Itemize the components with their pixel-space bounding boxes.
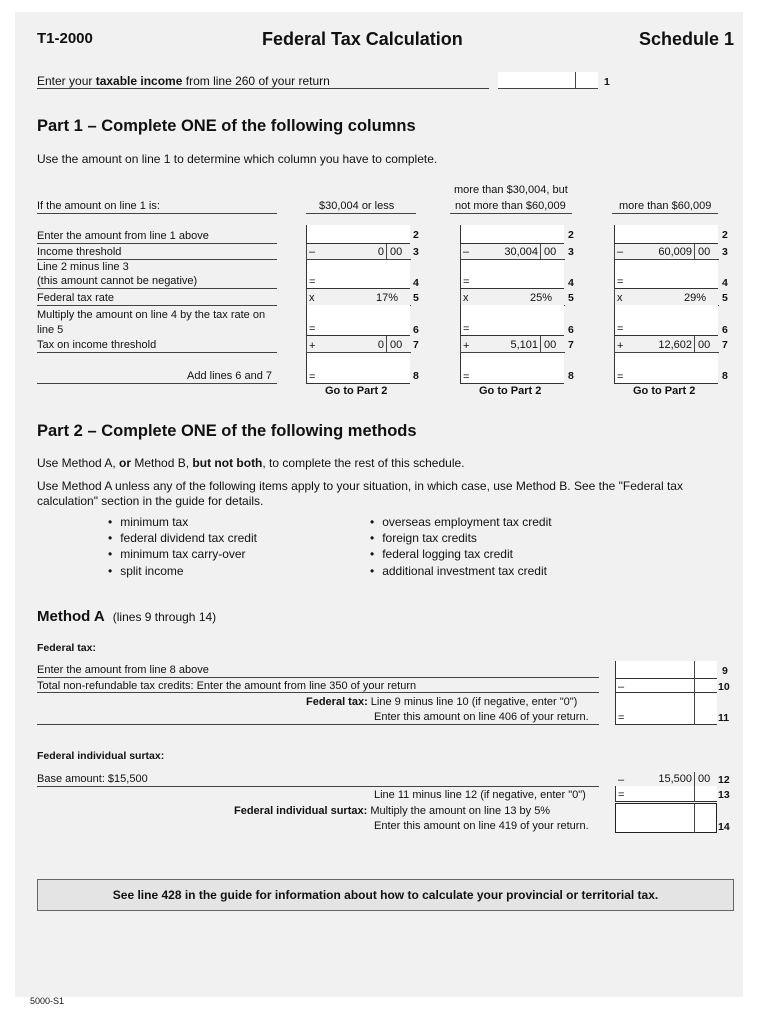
- col3-line6-number: 6: [722, 324, 728, 336]
- row7-label: Tax on income threshold: [37, 339, 157, 351]
- line13-cents-sep: [694, 786, 695, 802]
- col3-line8-number: 8: [722, 370, 728, 382]
- form-id: T1-2000: [37, 30, 93, 47]
- col2-threshold-dollars: 30,004: [504, 246, 538, 258]
- col1-line8-number: 8: [413, 370, 419, 382]
- col1-line4-input[interactable]: [306, 260, 410, 289]
- col1-line5-number: 5: [413, 292, 419, 304]
- line10-number: 10: [718, 681, 730, 693]
- col1-threshold-cents: 00: [390, 246, 403, 258]
- row2-label: Enter the amount from line 1 above: [37, 230, 209, 242]
- col3-header-underline: [612, 213, 718, 214]
- row3-label: Income threshold: [37, 246, 122, 258]
- bullet-minimum-tax: • minimum tax: [108, 515, 188, 529]
- col3-line4-number: 4: [722, 277, 728, 289]
- bullet-additional-investment: • additional investment tax credit: [370, 564, 547, 578]
- line12-number: 12: [718, 774, 730, 786]
- line12-label: Base amount: $15,500: [37, 773, 148, 785]
- col1-header: $30,004 or less: [319, 200, 395, 212]
- page-title: Federal Tax Calculation: [262, 29, 463, 49]
- row5-label: Federal tax rate: [37, 292, 115, 304]
- form-code-footer: 5000-S1: [30, 996, 65, 1006]
- col3-rate: 29%: [683, 292, 706, 304]
- line11-label: Federal tax: Line 9 minus line 10 (if negative, enter "0"): [306, 696, 578, 708]
- col1-cents-sep: [386, 244, 387, 260]
- col1-line4-number: 4: [413, 277, 419, 289]
- col3-times-symbol: x: [617, 292, 623, 304]
- col3-equals-symbol: =: [617, 276, 624, 288]
- col2-line4-input[interactable]: [460, 260, 564, 289]
- line12-cents-sep: [694, 772, 695, 786]
- col2-header-line1: more than $30,004, but: [454, 184, 568, 196]
- line10-cents-sep: [694, 679, 695, 693]
- line11-equals-symbol: =: [618, 712, 625, 724]
- col1-header-underline: [306, 213, 416, 214]
- col2-line7-number: 7: [568, 339, 574, 351]
- col2-line6-input[interactable]: [460, 305, 564, 336]
- row6-label-a: Multiply the amount on line 4 by the tax rate on: [37, 309, 266, 321]
- cents-separator: [575, 72, 576, 89]
- col2-goto-part2: Go to Part 2: [479, 385, 542, 397]
- line13-equals-symbol: =: [618, 789, 625, 801]
- provincial-tax-banner: See line 428 in the guide for information about how to calculate your provincial or territorial tax.: [37, 879, 734, 911]
- line11-input[interactable]: [615, 693, 717, 725]
- line10-label: Total non-refundable tax credits: Enter the amount from line 350 of your return: [37, 680, 417, 692]
- col1-line7-number: 7: [413, 339, 419, 351]
- line12-cents: 00: [698, 773, 711, 785]
- col2-line4-number: 4: [568, 277, 574, 289]
- col3-header: more than $60,009: [619, 200, 712, 212]
- col1-line2-input[interactable]: [306, 225, 410, 244]
- line13-number: 13: [718, 789, 730, 801]
- line14-number: 14: [718, 821, 730, 833]
- col3-goto-part2: Go to Part 2: [633, 385, 696, 397]
- col1-rate: 17%: [375, 292, 398, 304]
- row4-label-a: Line 2 minus line 3: [37, 261, 129, 273]
- bullet-foreign-tax: • foreign tax credits: [370, 531, 477, 545]
- col3-line8-input[interactable]: [614, 353, 718, 384]
- line12-underline: [37, 786, 599, 787]
- col3-line5-number: 5: [722, 292, 728, 304]
- row3-underline: [37, 259, 277, 260]
- row7-underline: [37, 352, 277, 353]
- line11-instruction: Enter this amount on line 406 of your return.: [374, 711, 589, 723]
- col1-plus-symbol: +: [309, 340, 316, 352]
- col2-cents-sep: [540, 244, 541, 260]
- col3-threshold-cents: 00: [698, 246, 711, 258]
- col3-minus-symbol: –: [617, 246, 624, 258]
- col2-line8-input[interactable]: [460, 353, 564, 384]
- row4-underline: [37, 288, 277, 289]
- col1-tax-dollars: 0: [377, 339, 384, 351]
- part1-instruction: Use the amount on line 1 to determine which column you have to complete.: [37, 152, 438, 166]
- col1-line6-input[interactable]: [306, 305, 410, 336]
- col2-tax-dollars: 5,101: [510, 339, 538, 351]
- col3-line3-number: 3: [722, 246, 728, 258]
- col1-line6-number: 6: [413, 324, 419, 336]
- col3-line6-input[interactable]: [614, 305, 718, 336]
- col1-equals-symbol-8: =: [309, 371, 316, 383]
- col1-line8-input[interactable]: [306, 353, 410, 384]
- line1-underline: [37, 88, 489, 89]
- col2-line3-number: 3: [568, 246, 574, 258]
- col3-threshold-dollars: 60,009: [658, 246, 692, 258]
- col1-cents-sep-7: [386, 336, 387, 353]
- col2-line2-input[interactable]: [460, 225, 564, 244]
- part1-heading: Part 1 – Complete ONE of the following columns: [37, 117, 416, 135]
- col1-threshold-dollars: 0: [377, 246, 384, 258]
- col2-equals-symbol-8: =: [463, 371, 470, 383]
- bullet-overseas-employment: • overseas employment tax credit: [370, 515, 552, 529]
- col1-line2-number: 2: [413, 229, 419, 241]
- col2-equals-symbol: =: [463, 276, 470, 288]
- line14-cents-sep: [694, 803, 695, 833]
- line14-label: Federal individual surtax: Multiply the amount on line 13 by 5%: [234, 805, 551, 817]
- line13-label: Line 11 minus line 12 (if negative, enter "0"): [374, 789, 586, 801]
- col2-header-line2: not more than $60,009: [455, 200, 566, 212]
- col2-header-underline: [450, 213, 572, 214]
- row8-label: Add lines 6 and 7: [187, 370, 273, 382]
- col2-line6-number: 6: [568, 324, 574, 336]
- line9-number: 9: [722, 665, 728, 677]
- part2-para-line1: Use Method A unless any of the following items apply to your situation, in which case, use Method B. See the "Federal tax: [37, 479, 683, 493]
- part2-heading: Part 2 – Complete ONE of the following methods: [37, 422, 417, 440]
- col3-line4-input[interactable]: [614, 260, 718, 289]
- col2-times-symbol: x: [463, 292, 469, 304]
- line9-label: Enter the amount from line 8 above: [37, 664, 209, 676]
- col2-cents-sep-7: [540, 336, 541, 353]
- col2-threshold-cents: 00: [544, 246, 557, 258]
- col3-equals-symbol-8: =: [617, 371, 624, 383]
- col3-cents-sep: [694, 244, 695, 260]
- col1-goto-part2: Go to Part 2: [325, 385, 388, 397]
- col1-equals-symbol: =: [309, 276, 316, 288]
- row8-underline: [37, 383, 277, 384]
- bullet-federal-logging: • federal logging tax credit: [370, 547, 513, 561]
- line12-minus-symbol: –: [618, 774, 625, 786]
- col2-rate: 25%: [529, 292, 552, 304]
- col3-line2-input[interactable]: [614, 225, 718, 244]
- col2-equals-symbol-6: =: [463, 323, 470, 335]
- row6-label-b: line 5: [37, 324, 64, 336]
- col1-equals-symbol-6: =: [309, 323, 316, 335]
- bullet-split-income: • split income: [108, 564, 184, 578]
- col1-tax-cents: 00: [390, 339, 403, 351]
- surtax-label: Federal individual surtax:: [37, 750, 165, 762]
- if-amount-underline: [37, 213, 277, 214]
- line9-underline: [37, 677, 599, 678]
- row4-label-b: (this amount cannot be negative): [37, 275, 198, 287]
- line13-input[interactable]: [615, 786, 717, 802]
- line9-cents-sep: [694, 661, 695, 679]
- line10-input[interactable]: [615, 679, 717, 693]
- line10-minus-symbol: –: [618, 681, 625, 693]
- col3-tax-dollars: 12,602: [658, 339, 692, 351]
- col3-line2-number: 2: [722, 229, 728, 241]
- line12-dollars: 15,500: [658, 773, 692, 785]
- part2-methods-line: Use Method A, or Method B, but not both, to complete the rest of this schedule.: [37, 456, 465, 470]
- col1-line3-number: 3: [413, 246, 419, 258]
- line1-input[interactable]: [498, 72, 598, 89]
- if-amount-label: If the amount on line 1 is:: [37, 200, 160, 212]
- part2-para-line2: calculation" section in the guide for details.: [37, 494, 264, 508]
- col1-times-symbol: x: [309, 292, 315, 304]
- row2-underline: [37, 243, 277, 244]
- col3-cents-sep-7: [694, 336, 695, 353]
- line14-input[interactable]: [615, 803, 717, 833]
- col2-line8-number: 8: [568, 370, 574, 382]
- col3-equals-symbol-6: =: [617, 323, 624, 335]
- col3-line7-number: 7: [722, 339, 728, 351]
- col2-line5-number: 5: [568, 292, 574, 304]
- col2-line2-number: 2: [568, 229, 574, 241]
- col2-minus-symbol: –: [463, 246, 470, 258]
- col2-plus-symbol: +: [463, 340, 470, 352]
- line11-number: 11: [718, 712, 730, 724]
- line14-instruction: Enter this amount on line 419 of your return.: [374, 820, 589, 832]
- method-a-heading: Method A (lines 9 through 14): [37, 608, 217, 625]
- line9-input[interactable]: [615, 661, 717, 679]
- schedule-label: Schedule 1: [639, 29, 735, 49]
- line10-underline: [37, 692, 599, 693]
- bullet-federal-dividend: • federal dividend tax credit: [108, 531, 257, 545]
- line11-cents-sep: [694, 693, 695, 725]
- line1-label: Enter your taxable income from line 260 of your return: [37, 74, 330, 88]
- line11-underline: [37, 724, 599, 725]
- line1-number: 1: [604, 76, 610, 88]
- col3-plus-symbol: +: [617, 340, 624, 352]
- row5-underline: [37, 305, 277, 306]
- col1-minus-symbol: –: [309, 246, 316, 258]
- col3-tax-cents: 00: [698, 339, 711, 351]
- federal-tax-label: Federal tax:: [37, 642, 96, 654]
- bullet-min-tax-carryover: • minimum tax carry-over: [108, 547, 246, 561]
- col2-tax-cents: 00: [544, 339, 557, 351]
